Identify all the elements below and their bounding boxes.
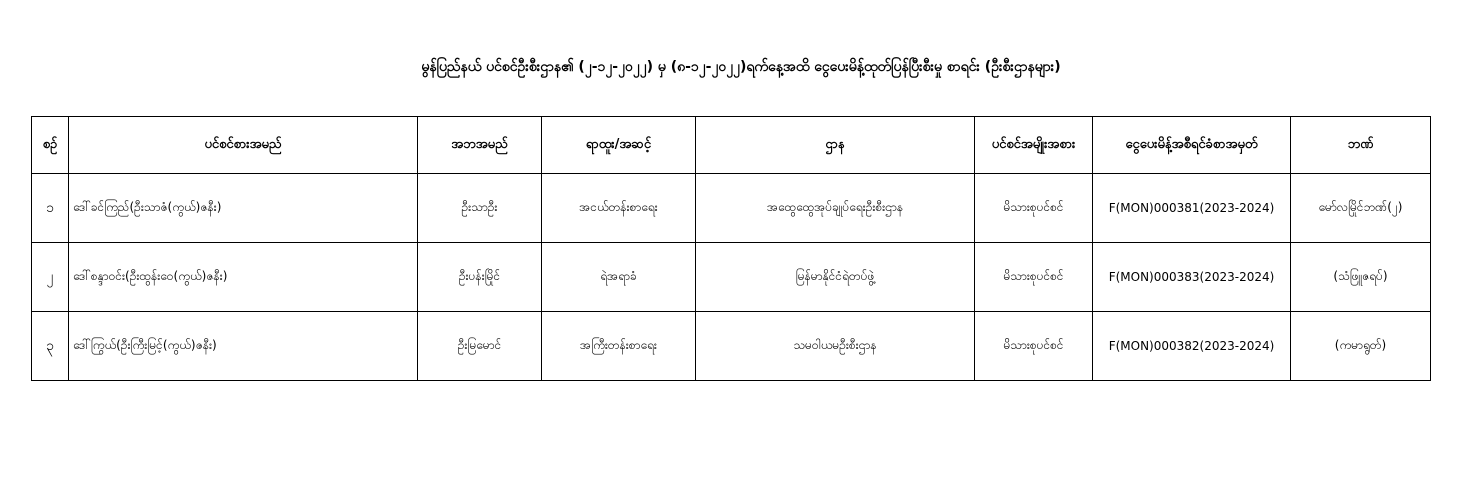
cell-father-name: ဦးပန်းမြိုင်	[418, 243, 542, 312]
cell-department: အထွေထွေအုပ်ချုပ်ရေးဦးစီးဌာန	[696, 174, 975, 243]
cell-order-number: F(MON)000382(2023-2024)	[1093, 312, 1291, 381]
header-bank: ဘဏ်	[1291, 117, 1431, 174]
page-title: မွန်ပြည်နယ် ပင်စင်ဦးစီးဌာန၏ (၂-၁၂-၂၀၂၂) မှ (၈-၁၂-၂၀၂၂)ရက်နေ့အထိ ငွေပေးမိန့်ထုတ်ပြန်ပြီးစီးမှု စာရင်း (ဦးစီးဌာနများ)	[421, 59, 1061, 75]
cell-no: ၂	[32, 243, 69, 312]
cell-pensioner-name: ဒေါ်ခင်ကြည်(ဦးသာဇံ(ကွယ်)ဇနီး)	[69, 174, 418, 243]
cell-rank: ရဲအရာခံ	[542, 243, 696, 312]
cell-bank: (သံဖြူဇရပ်)	[1291, 243, 1431, 312]
cell-order-number: F(MON)000383(2023-2024)	[1093, 243, 1291, 312]
table-header	[32, 117, 1431, 174]
cell-father-name: ဦးသာဦး	[418, 174, 542, 243]
header-department: ဌာန	[696, 117, 975, 174]
cell-no: ၁	[32, 174, 69, 243]
cell-rank: အငယ်တန်းစာရေး	[542, 174, 696, 243]
header-pensioner-name: ပင်စင်စားအမည်	[69, 117, 418, 174]
header-father-name: အဘအမည်	[418, 117, 542, 174]
cell-bank: မော်လမြိုင်ဘဏ်(၂)	[1291, 174, 1431, 243]
cell-pensioner-name: ဒေါ်ကြွယ်(ဦးကြီးမြင့်(ကွယ်)ဇနီး)	[69, 312, 418, 381]
cell-department: သမဝါယမဦးစီးဌာန	[696, 312, 975, 381]
cell-bank: (ကမာရွတ်)	[1291, 312, 1431, 381]
header-rank: ရာထူး/အဆင့်	[542, 117, 696, 174]
header-row	[32, 117, 1431, 174]
header-no: စဉ်	[32, 117, 69, 174]
header-pension-type: ပင်စင်အမျိုးအစား	[975, 117, 1093, 174]
pension-list-table	[31, 116, 1431, 381]
cell-pension-type: မိသားစုပင်စင်	[975, 243, 1093, 312]
cell-no: ၃	[32, 312, 69, 381]
cell-pensioner-name: ဒေါ်စန္ဒာဝင်း(ဦးထွန်းဝေ(ကွယ်)ဇနီး)	[69, 243, 418, 312]
cell-department: မြန်မာနိုင်ငံရဲတပ်ဖွဲ့	[696, 243, 975, 312]
cell-pension-type: မိသားစုပင်စင်	[975, 312, 1093, 381]
cell-father-name: ဦးမြမောင်	[418, 312, 542, 381]
table-body	[32, 174, 1431, 381]
cell-rank: အကြီးတန်းစာရေး	[542, 312, 696, 381]
cell-pension-type: မိသားစုပင်စင်	[975, 174, 1093, 243]
table-row	[32, 243, 1431, 312]
cell-order-number: F(MON)000381(2023-2024)	[1093, 174, 1291, 243]
table-row	[32, 174, 1431, 243]
header-order-number: ငွေပေးမိန့်အစီရင်ခံစာအမှတ်	[1093, 117, 1291, 174]
table-row	[32, 312, 1431, 381]
